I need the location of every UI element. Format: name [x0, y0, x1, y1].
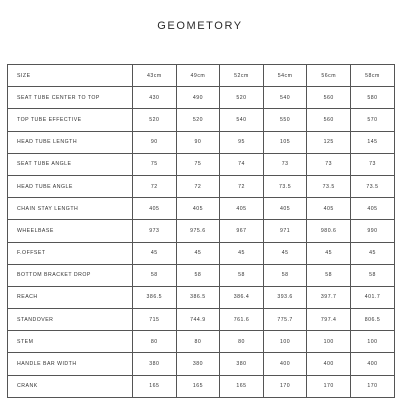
row-label: SEAT TUBE ANGLE [8, 153, 133, 175]
table-cell: 45 [220, 242, 264, 264]
table-cell: 393.6 [263, 286, 307, 308]
table-cell: 975.6 [176, 220, 220, 242]
table-cell: 775.7 [263, 309, 307, 331]
table-row [8, 353, 395, 375]
table-cell: 400 [263, 353, 307, 375]
table-row [8, 198, 395, 220]
table-cell: 74 [220, 153, 264, 175]
table-cell: 170 [307, 375, 351, 397]
table-cell: 105 [263, 131, 307, 153]
table-cell: 45 [307, 242, 351, 264]
table-cell: 165 [133, 375, 177, 397]
table-cell: 170 [263, 375, 307, 397]
table-header-row [8, 65, 395, 87]
table-cell: 80 [176, 331, 220, 353]
table-cell: 405 [220, 198, 264, 220]
table-cell: 380 [176, 353, 220, 375]
table-cell: 58 [350, 264, 394, 286]
table-cell: 45 [176, 242, 220, 264]
table-cell: 58 [263, 264, 307, 286]
size-header-cell: 56cm [307, 65, 351, 87]
table-cell: 145 [350, 131, 394, 153]
row-label: HEAD TUBE ANGLE [8, 175, 133, 197]
size-header-cell: 49cm [176, 65, 220, 87]
table-cell: 540 [263, 87, 307, 109]
table-cell: 386.5 [176, 286, 220, 308]
table-row [8, 109, 395, 131]
row-label: HANDLE BAR WIDTH [8, 353, 133, 375]
table-cell: 380 [133, 353, 177, 375]
table-cell: 405 [350, 198, 394, 220]
row-label: CHAIN STAY LENGTH [8, 198, 133, 220]
table-cell: 72 [220, 175, 264, 197]
table-cell: 550 [263, 109, 307, 131]
table-cell: 797.4 [307, 309, 351, 331]
table-cell: 520 [220, 87, 264, 109]
row-label: STANDOVER [8, 309, 133, 331]
table-cell: 73 [307, 153, 351, 175]
size-header-label: SIZE [8, 65, 133, 87]
table-cell: 100 [350, 331, 394, 353]
table-cell: 165 [176, 375, 220, 397]
table-cell: 400 [350, 353, 394, 375]
table-cell: 73.5 [350, 175, 394, 197]
row-label: SEAT TUBE CENTER TO TOP [8, 87, 133, 109]
table-cell: 405 [176, 198, 220, 220]
table-cell: 405 [263, 198, 307, 220]
table-cell: 73 [350, 153, 394, 175]
table-cell: 401.7 [350, 286, 394, 308]
geometry-table-body [8, 65, 395, 398]
table-cell: 971 [263, 220, 307, 242]
table-cell: 520 [133, 109, 177, 131]
table-cell: 72 [133, 175, 177, 197]
table-row [8, 309, 395, 331]
table-cell: 967 [220, 220, 264, 242]
table-cell: 744.9 [176, 309, 220, 331]
table-cell: 58 [133, 264, 177, 286]
table-cell: 100 [263, 331, 307, 353]
table-cell: 490 [176, 87, 220, 109]
table-cell: 73.5 [263, 175, 307, 197]
table-cell: 405 [133, 198, 177, 220]
table-row [8, 87, 395, 109]
table-cell: 100 [307, 331, 351, 353]
table-cell: 125 [307, 131, 351, 153]
table-row [8, 153, 395, 175]
table-cell: 75 [176, 153, 220, 175]
table-cell: 560 [307, 87, 351, 109]
table-cell: 520 [176, 109, 220, 131]
row-label: WHEELBASE [8, 220, 133, 242]
table-cell: 540 [220, 109, 264, 131]
row-label: HEAD TUBE LENGTH [8, 131, 133, 153]
table-cell: 386.5 [133, 286, 177, 308]
table-cell: 973 [133, 220, 177, 242]
table-cell: 397.7 [307, 286, 351, 308]
table-cell: 45 [350, 242, 394, 264]
table-cell: 170 [350, 375, 394, 397]
table-cell: 73.5 [307, 175, 351, 197]
table-cell: 405 [307, 198, 351, 220]
table-cell: 72 [176, 175, 220, 197]
table-cell: 386.4 [220, 286, 264, 308]
table-cell: 761.6 [220, 309, 264, 331]
table-cell: 380 [220, 353, 264, 375]
table-cell: 806.5 [350, 309, 394, 331]
table-row [8, 286, 395, 308]
size-header-cell: 52cm [220, 65, 264, 87]
table-cell: 560 [307, 109, 351, 131]
table-cell: 45 [263, 242, 307, 264]
row-label: TOP TUBE EFFECTIVE [8, 109, 133, 131]
table-cell: 58 [176, 264, 220, 286]
geometry-table [7, 64, 395, 398]
table-row [8, 175, 395, 197]
table-cell: 90 [133, 131, 177, 153]
row-label: REACH [8, 286, 133, 308]
table-cell: 58 [307, 264, 351, 286]
table-row [8, 242, 395, 264]
table-cell: 715 [133, 309, 177, 331]
table-cell: 45 [133, 242, 177, 264]
size-header-cell: 43cm [133, 65, 177, 87]
row-label: F.OFFSET [8, 242, 133, 264]
table-row [8, 220, 395, 242]
table-cell: 80 [133, 331, 177, 353]
table-cell: 75 [133, 153, 177, 175]
row-label: STEM [8, 331, 133, 353]
table-cell: 80 [220, 331, 264, 353]
table-row [8, 331, 395, 353]
size-header-cell: 58cm [350, 65, 394, 87]
table-cell: 990 [350, 220, 394, 242]
table-cell: 570 [350, 109, 394, 131]
table-row [8, 131, 395, 153]
table-cell: 430 [133, 87, 177, 109]
table-cell: 58 [220, 264, 264, 286]
table-cell: 980.6 [307, 220, 351, 242]
table-cell: 165 [220, 375, 264, 397]
table-row [8, 375, 395, 397]
row-label: BOTTOM BRACKET DROP [8, 264, 133, 286]
table-cell: 95 [220, 131, 264, 153]
table-row [8, 264, 395, 286]
table-cell: 90 [176, 131, 220, 153]
table-cell: 73 [263, 153, 307, 175]
table-cell: 400 [307, 353, 351, 375]
size-header-cell: 54cm [263, 65, 307, 87]
row-label: CRANK [8, 375, 133, 397]
page-title: GEOMETORY [157, 20, 243, 32]
table-cell: 580 [350, 87, 394, 109]
